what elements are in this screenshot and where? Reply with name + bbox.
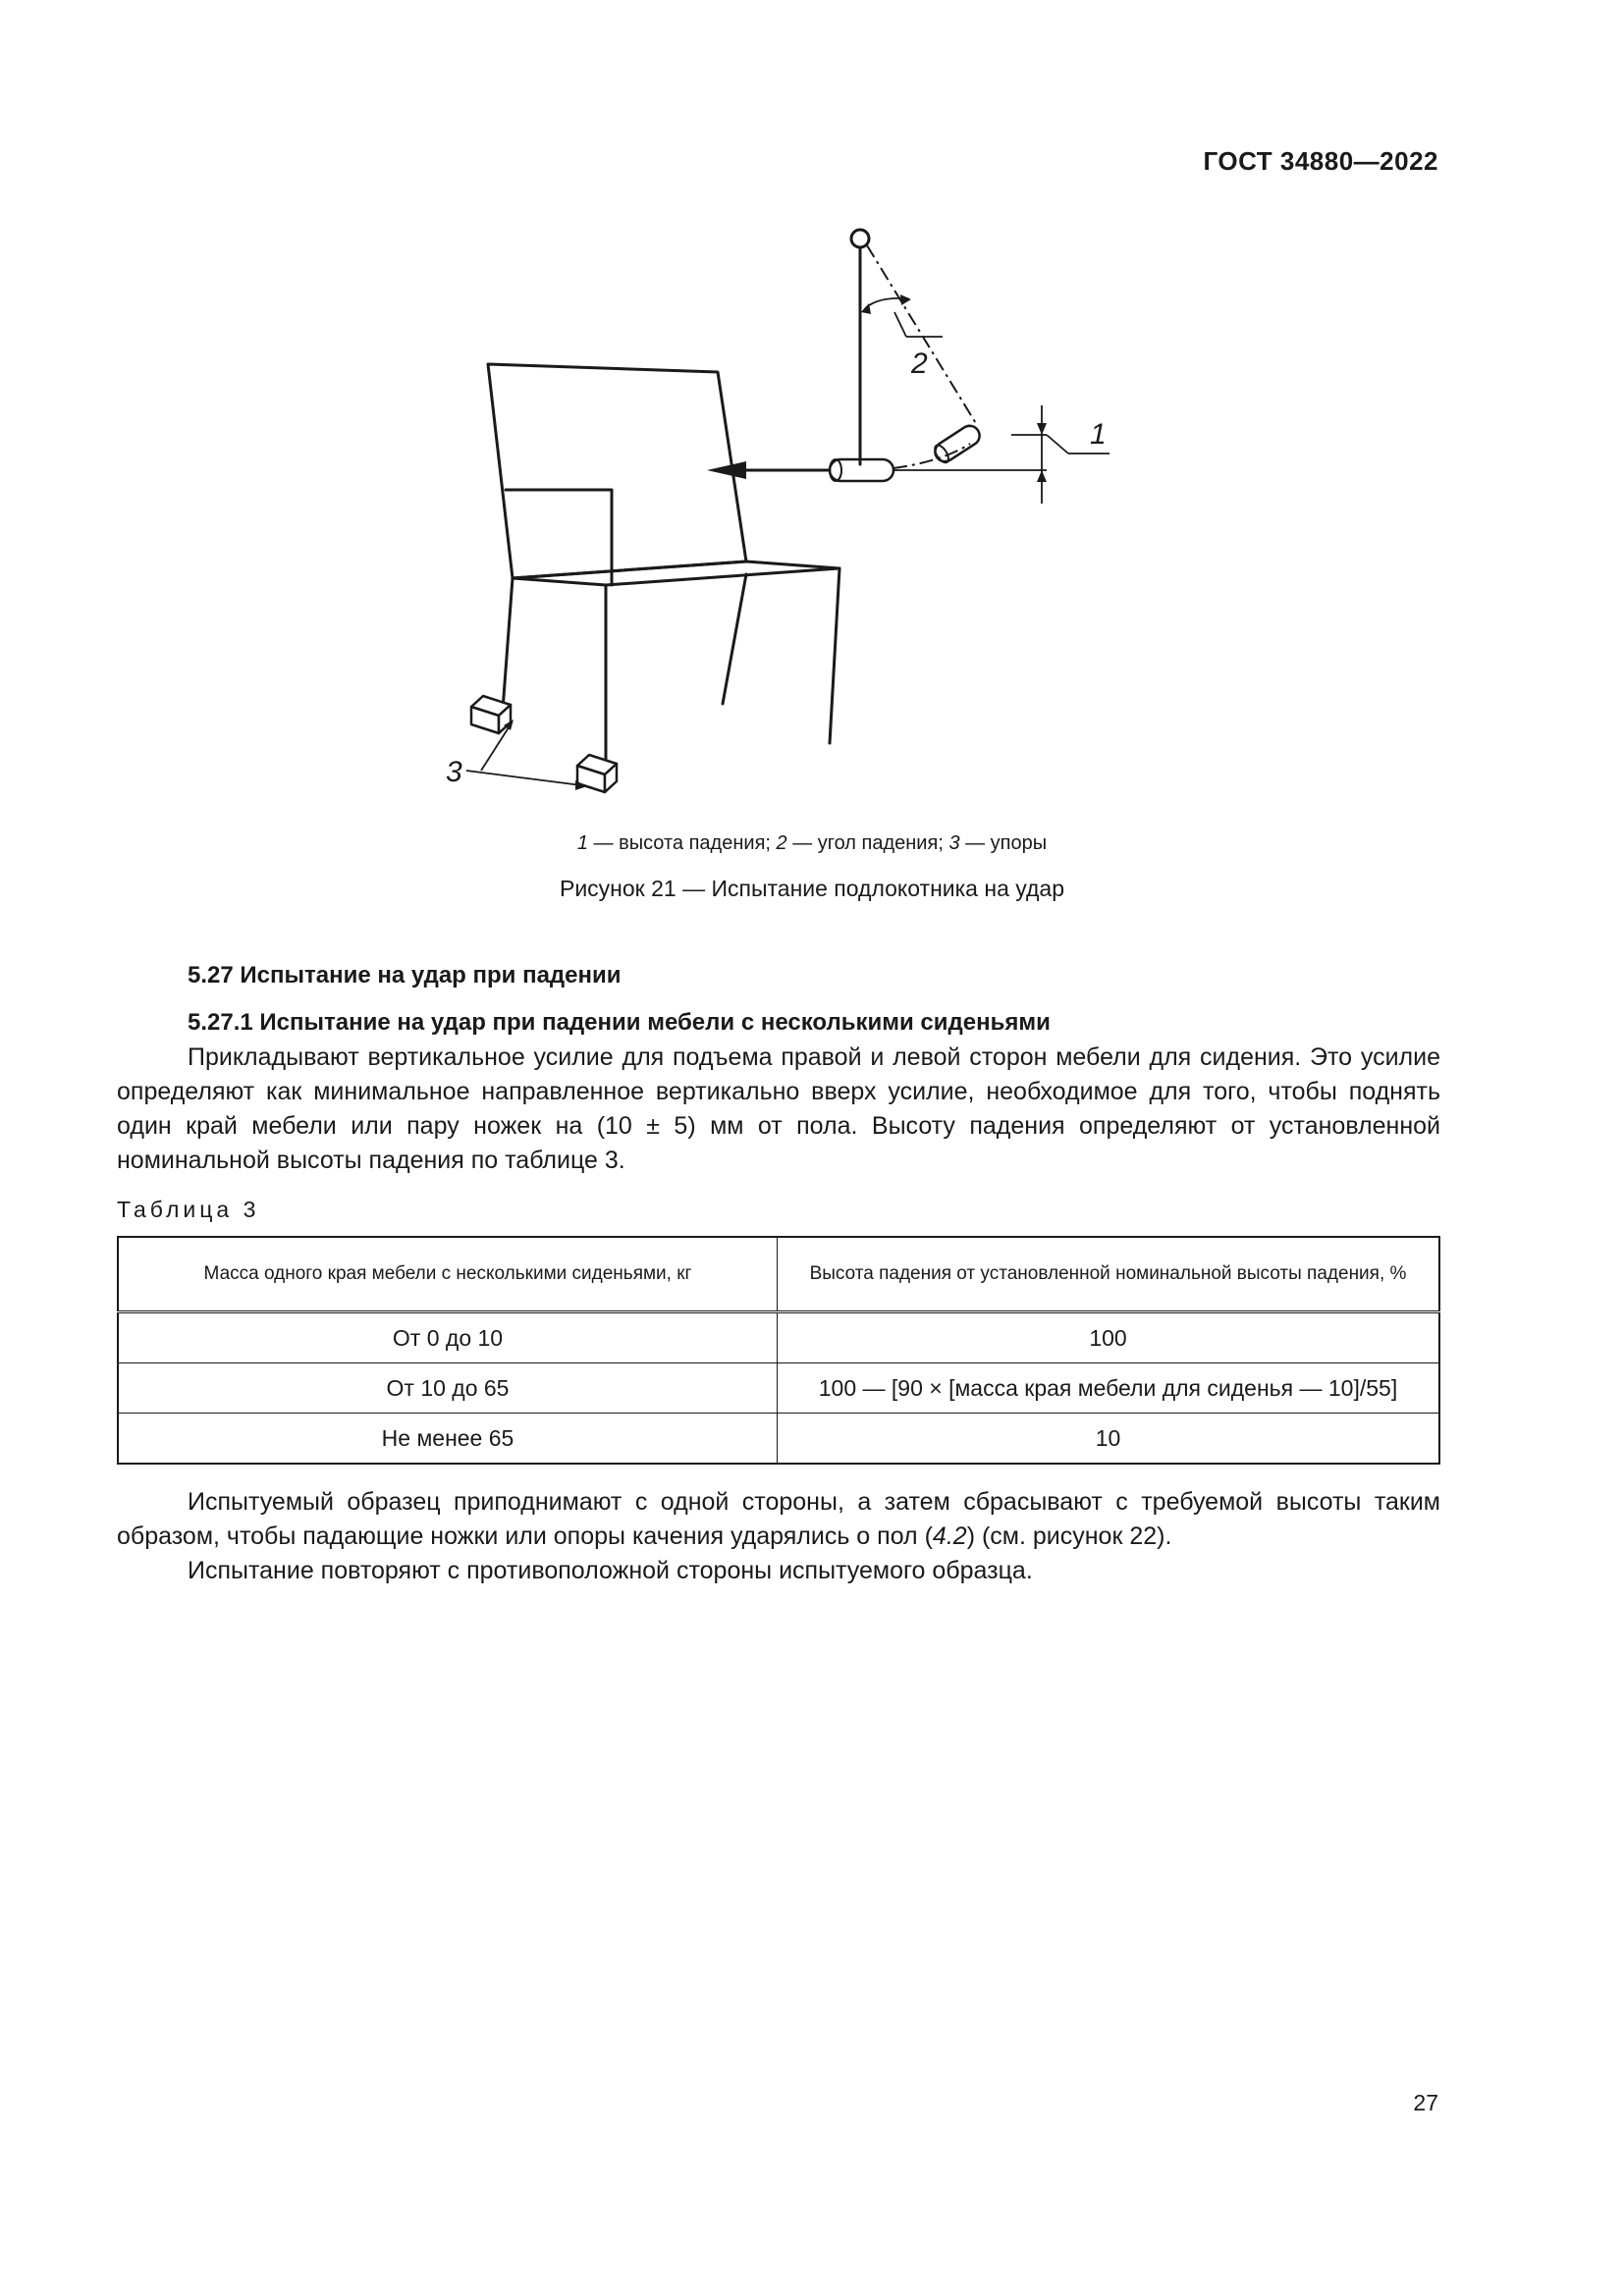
paragraph-repeat-test: Испытание повторяют с противоположной стороны испытуемого образца. [188, 1557, 1033, 1584]
section-heading-5-27: 5.27 Испытание на удар при падении [188, 962, 622, 988]
document-code: ГОСТ 34880—2022 [1203, 146, 1438, 176]
chair-leg-back-right [830, 568, 839, 743]
figure-caption: Рисунок 21 — Испытание подлокотника на удар [559, 876, 1064, 901]
pendulum-pivot [851, 230, 869, 247]
table-row [118, 1414, 1439, 1465]
page-number: 27 [1413, 2090, 1438, 2115]
callout-2: 2 [911, 347, 928, 380]
table-header-drop-height: Высота падения от установленной номинальной высоты падения, % [778, 1237, 1440, 1312]
legend-item-2-text: — угол падения; [786, 832, 949, 854]
table-cell-mass: От 10 до 65 [118, 1363, 778, 1414]
paragraph-drop-procedure [117, 1485, 1440, 1554]
legend-item-2-number: 2 [776, 832, 787, 854]
table-label: Таблица 3 [117, 1197, 260, 1222]
legend-item-3-number: 3 [948, 832, 960, 854]
table-header-row [118, 1237, 1439, 1312]
impact-force-arrowhead [707, 461, 746, 479]
chair-backrest [488, 364, 746, 578]
swing-path-line [867, 245, 977, 425]
chair-leg-back-left [723, 574, 746, 704]
para2-text-end: ) (см. рисунок 22). [966, 1522, 1172, 1550]
legend-item-1-text: — высота падения; [587, 832, 777, 854]
chair-seat [513, 561, 839, 585]
section-heading-5-27-1: 5.27.1 Испытание на удар при падении мебели с несколькими сиденьями [188, 1009, 1051, 1036]
table-cell-height: 100 [778, 1312, 1440, 1363]
callout-1: 1 [1090, 418, 1107, 451]
paragraph-lift-force: Прикладывают вертикальное усилие для подъема правой и левой сторон мебели для сидения. Это усилие определяют как минимальное направленное вертикально вверх усилие, необходимое для того, чтобы поднять один край мебели или пару ножек на (10 ± 5) мм от пола. Высоту падения определяют от установленной номинальной высоты падения по таблице 3. [117, 1043, 1440, 1174]
figure-legend [0, 832, 1624, 855]
legend-item-1-number: 1 [576, 832, 588, 854]
legend-item-3-text: — упоры [959, 832, 1048, 854]
chair-leg-front-left [503, 578, 513, 710]
table-cell-mass: Не менее 65 [118, 1414, 778, 1465]
para2-clause-reference: 4.2 [932, 1522, 967, 1550]
table-cell-height: 10 [778, 1414, 1440, 1465]
figure-21-armrest-impact-diagram [412, 226, 1139, 834]
table-row [118, 1312, 1439, 1363]
table-row [118, 1363, 1439, 1414]
table-cell-height: 100 — [90 × [масса края мебели для сиденья — 10]/55] [778, 1363, 1440, 1414]
table-cell-mass: От 0 до 10 [118, 1312, 778, 1363]
table-header-mass: Масса одного края мебели с несколькими сиденьями, кг [118, 1237, 778, 1312]
para2-text-start: Испытуемый образец приподнимают с одной стороны, а затем сбрасывают с требуемой высоты таким образом, чтобы падающие ножки или опоры качения ударялись о пол ( [117, 1488, 1440, 1550]
callout-3: 3 [446, 756, 462, 788]
table-3 [117, 1236, 1440, 1465]
